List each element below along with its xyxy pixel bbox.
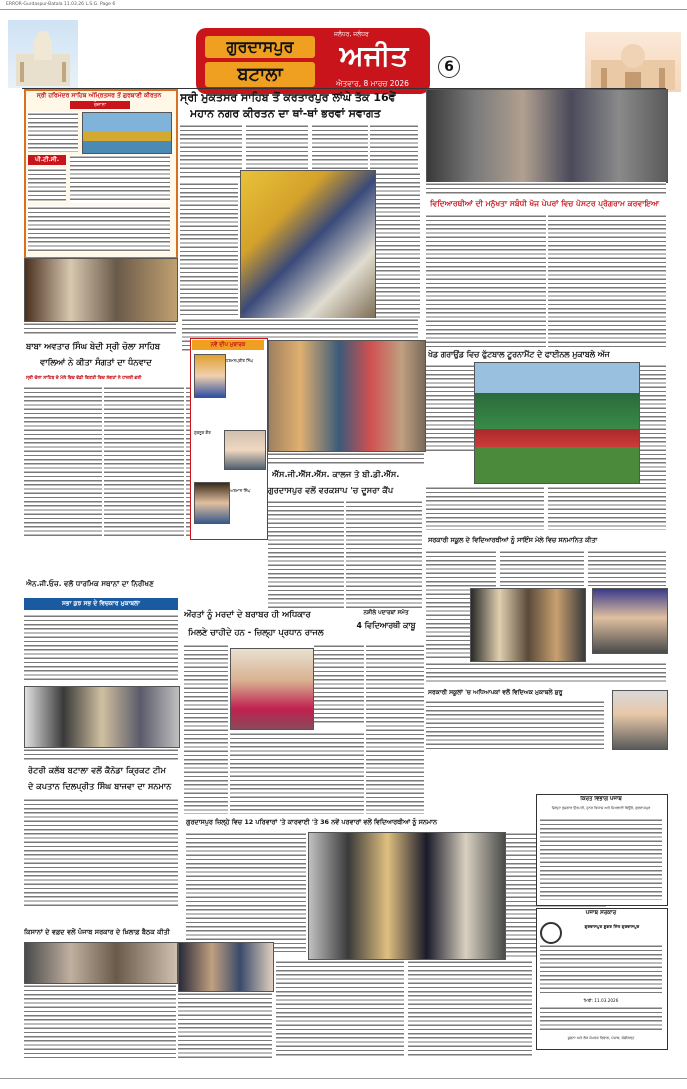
notice-sugar-sub: ਗੁਰਦਾਸਪੁਰ ਸ਼ੂਗਰ ਮਿੱਲ ਗੁਰਦਾਸਪੁਰ <box>584 924 640 929</box>
ad-subtitle: ਰੋਜ਼ਾਨਾ <box>70 101 130 109</box>
ssd-headline-2: ਗੁਰਦਾਸਪੁਰ ਵਲੋਂ ਵਰਕਸ਼ਾਪ 'ਚ ਦੂਸਰਾ ਕੈਂਪ <box>268 485 394 495</box>
print-strip: ERROR-Gurdaspur-Batala 11.03.26 L.S.G. Page 6 <box>6 2 116 7</box>
greetings-entry-2: ਗੁਰਨੂਰ ਕੌਰ <box>194 430 211 435</box>
ngo-subhead: ਸਭਾ ਕੁਝ ਸਭ ਦੇ ਵਿਚਕਾਰ ਮੁਕਾਬਲਾ <box>24 598 178 610</box>
masthead-brand: ਅਜੀਤ <box>339 39 409 72</box>
masthead-tagline: ਜਲੰਧਰ, ਜਲੰਧਰ <box>334 31 369 38</box>
notice-labor-title: ਕਿਰਤ ਵਿਭਾਗ ਪੰਜਾਬ <box>580 796 622 802</box>
page-number: 6 <box>438 56 460 78</box>
district-president-photo <box>230 648 314 730</box>
columnist-photo <box>612 690 668 750</box>
football-headline: ਖੇਡ ਗਰਾਉਂਡ ਵਿਚ ਫੁੱਟਬਾਲ ਟੂਰਨਾਮੈਂਟ ਦੇ ਫਾਈਨਲ ਮੁਕਾਬਲੇ ਅੱਜ <box>428 350 610 359</box>
baba-subhead: ਸ੍ਰੀ ਚੋਲਾ ਸਾਹਿਬ ਦੇ ਮੇਲੇ ਵਿਚ ਵੱਡੀ ਗਿਣਤੀ ਵਿਚ ਸੰਗਤਾਂ ਨੇ ਹਾਜ਼ਰੀ ਭਰੀ <box>26 376 142 381</box>
ad-tag: ਪੀ.ਟੀ.ਸੀ. <box>28 155 66 165</box>
sangat-gathering-photo <box>24 258 178 322</box>
masthead-city2: ਬਟਾਲਾ <box>237 64 283 85</box>
ssd-headline-1: ਐੱਸ.ਜੀ.ਐੱਸ.ਐੱਸ. ਕਾਲਜ ਤੇ ਬੀ.ਡੀ.ਐੱਸ. <box>272 469 400 479</box>
women-headline-2: ਮਿਲਣੇ ਚਾਹੀਦੇ ਹਨ - ਜ਼ਿਲ੍ਹਾ ਪ੍ਰਧਾਨ ਰਾਜਲ <box>188 627 324 637</box>
nagar-kirtan-photo <box>240 170 376 322</box>
masthead-date: ਐਤਵਾਰ, 8 ਮਾਰਚ 2026 <box>336 79 409 88</box>
lead-headline-1: ਸ੍ਰੀ ਮੁਕਤਸਰ ਸਾਹਿਬ ਤੋਂ ਕਰਤਾਰਪੁਰ ਲਾਂਘੇ ਤੱਕ 16ਵੇਂ <box>180 91 396 104</box>
greetings-entry-3: ਅਰਮਾਨ ਸਿੰਘ <box>230 488 251 493</box>
greetings-entry-1: ਹਰਮਨਪ੍ਰੀਤ ਸਿੰਘ <box>226 358 254 363</box>
child-photo-2 <box>224 430 266 470</box>
children-subhead: ਨਸ਼ੀਲੇ ਪਦਾਰਥਾਂ ਸਮੇਤ <box>363 610 409 616</box>
teacher-photo <box>592 588 668 654</box>
inauguration-photo <box>308 832 506 960</box>
child-photo-3 <box>194 482 230 524</box>
football-team-photo <box>474 362 640 484</box>
children-headline: 4 ਵਿਦਿਆਰਥੀ ਕਾਬੂ <box>356 621 416 630</box>
ad-title: ਸ੍ਰੀ ਹਰਿਮੰਦਰ ਸਾਹਿਬ ਅੰਮ੍ਰਿਤਸਰ ਤੋਂ ਗੁਰਬਾਣੀ ਕੀਰਤਨ <box>36 92 162 99</box>
science-fair-photo <box>470 588 586 662</box>
temple-image-left <box>8 20 78 88</box>
masthead-city1: ਗੁਰਦਾਸਪੁਰ <box>226 37 294 56</box>
award-ceremony-photo <box>268 340 426 452</box>
cricket-headline-2: ਦੇ ਕਪਤਾਨ ਦਿਲਪ੍ਰੀਤ ਸਿੰਘ ਬਾਜਵਾ ਦਾ ਸਨਮਾਨ <box>28 781 172 791</box>
lead-headline-2: ਮਹਾਨ ਨਗਰ ਕੀਰਤਨ ਦਾ ਥਾਂ-ਥਾਂ ਭਰਵਾਂ ਸਵਾਗਤ <box>190 107 381 120</box>
notice-sugar-logo <box>540 922 562 944</box>
women-headline-1: ਔਰਤਾਂ ਨੂੰ ਮਰਦਾਂ ਦੇ ਬਰਾਬਰ ਹੀ ਅਧਿਕਾਰ <box>184 609 311 619</box>
greetings-title: ਨਵੇਂ ਦੀਪ ਮੁਬਾਰਕ <box>192 340 264 350</box>
group-photo-bottom <box>178 942 274 992</box>
child-photo-1 <box>194 354 226 398</box>
kisan-meeting-photo <box>24 942 178 984</box>
quote-headline: ਸਰਕਾਰੀ ਸਕੂਲਾਂ 'ਚ ਅਧਿਆਪਕਾਂ ਵਲੋਂ ਵਿਦਿਅਕ ਮੁਕਾਬਲੇ ਸ਼ੁਰੂ <box>428 689 563 696</box>
kisan-headline: ਕਿਸਾਨਾਂ ਦੇ ਵਫ਼ਦ ਵਲੋਂ ਪੰਜਾਬ ਸਰਕਾਰ ਦੇ ਖ਼ਿਲਾਫ਼ ਬੈਠਕ ਕੀਤੀ <box>24 928 170 936</box>
masthead <box>0 10 687 88</box>
ngo-headline: ਐਨ.ਜੀ.ਓਜ਼. ਵਲੋਂ ਧਾਰਮਿਕ ਸਥਾਨਾਂ ਦਾ ਨਿਰੀਖਣ <box>26 579 154 588</box>
notice-labor-sub: ਜ਼ਿਲ੍ਹਾ ਰੁਜ਼ਗਾਰ ਉਤਪਤੀ, ਹੁਨਰ ਵਿਕਾਸ ਅਤੇ ਸਿਖਲਾਈ ਬਿਊਰੋ, ਗੁਰਦਾਸਪੁਰ <box>551 806 651 810</box>
cricket-headline-1: ਰੋਟਰੀ ਕਲੱਬ ਬਟਾਲਾ ਵਲੋਂ ਕੈਨੇਡਾ ਕ੍ਰਿਕਟ ਟੀਮ <box>28 765 167 775</box>
notice-sugar-date: ਮਿਤੀ: 11.03.2026 <box>583 998 619 1003</box>
ngo-meeting-photo <box>24 686 180 748</box>
notice-sugar-title: ਪੰਜਾਬ ਸਰਕਾਰ <box>585 910 617 916</box>
baba-headline-2: ਵਾਲਿਆਂ ਨੇ ਕੀਤਾ ਸੰਗਤਾਂ ਦਾ ਧੰਨਵਾਦ <box>40 357 152 367</box>
govt-headline: ਸਰਕਾਰੀ ਸਕੂਲ ਦੇ ਵਿਦਿਆਰਥੀਆਂ ਨੂੰ ਸਾਇੰਸ ਮੇਲੇ ਵਿਚ ਸਨਮਾਨਿਤ ਕੀਤਾ <box>428 536 598 544</box>
golden-temple-photo <box>82 112 172 154</box>
notice-sugar-footer: ਸੂਚਨਾ ਅਤੇ ਲੋਕ ਸੰਪਰਕ ਵਿਭਾਗ, ਪੰਜਾਬ, ਚੰਡੀਗੜ੍ਹ <box>567 1036 635 1040</box>
bottom-headline: ਗੁਰਦਾਸਪੁਰ ਜ਼ਿਲ੍ਹੇ ਵਿਚ 12 ਪਰਿਵਾਰਾਂ 'ਤੇ ਕਾਰਵਾਈ 'ਤੇ 36 ਨਵੇਂ ਪਰਵਾਰਾਂ ਵਲੋਂ ਵਿਦਿਆਰਥੀਆਂ ਨੂੰ ਸਨਮਾਨ <box>186 818 437 826</box>
univ-headline: ਵਿਦਿਆਰਥੀਆਂ ਦੀ ਮਨੁੱਖਤਾ ਸਬੰਧੀ ਖੋਜ ਪੇਪਰਾਂ ਵਿਚ ਪੋਸਟਰ ਪ੍ਰੋਗਰਾਮ ਕਰਵਾਇਆ <box>430 199 660 208</box>
temple-image-right <box>585 32 681 92</box>
baba-headline-1: ਬਾਬਾ ਅਵਤਾਰ ਸਿੰਘ ਬੇਦੀ ਸ੍ਰੀ ਚੋਲਾ ਸਾਹਿਬ <box>26 341 160 351</box>
university-event-photo <box>426 89 668 183</box>
